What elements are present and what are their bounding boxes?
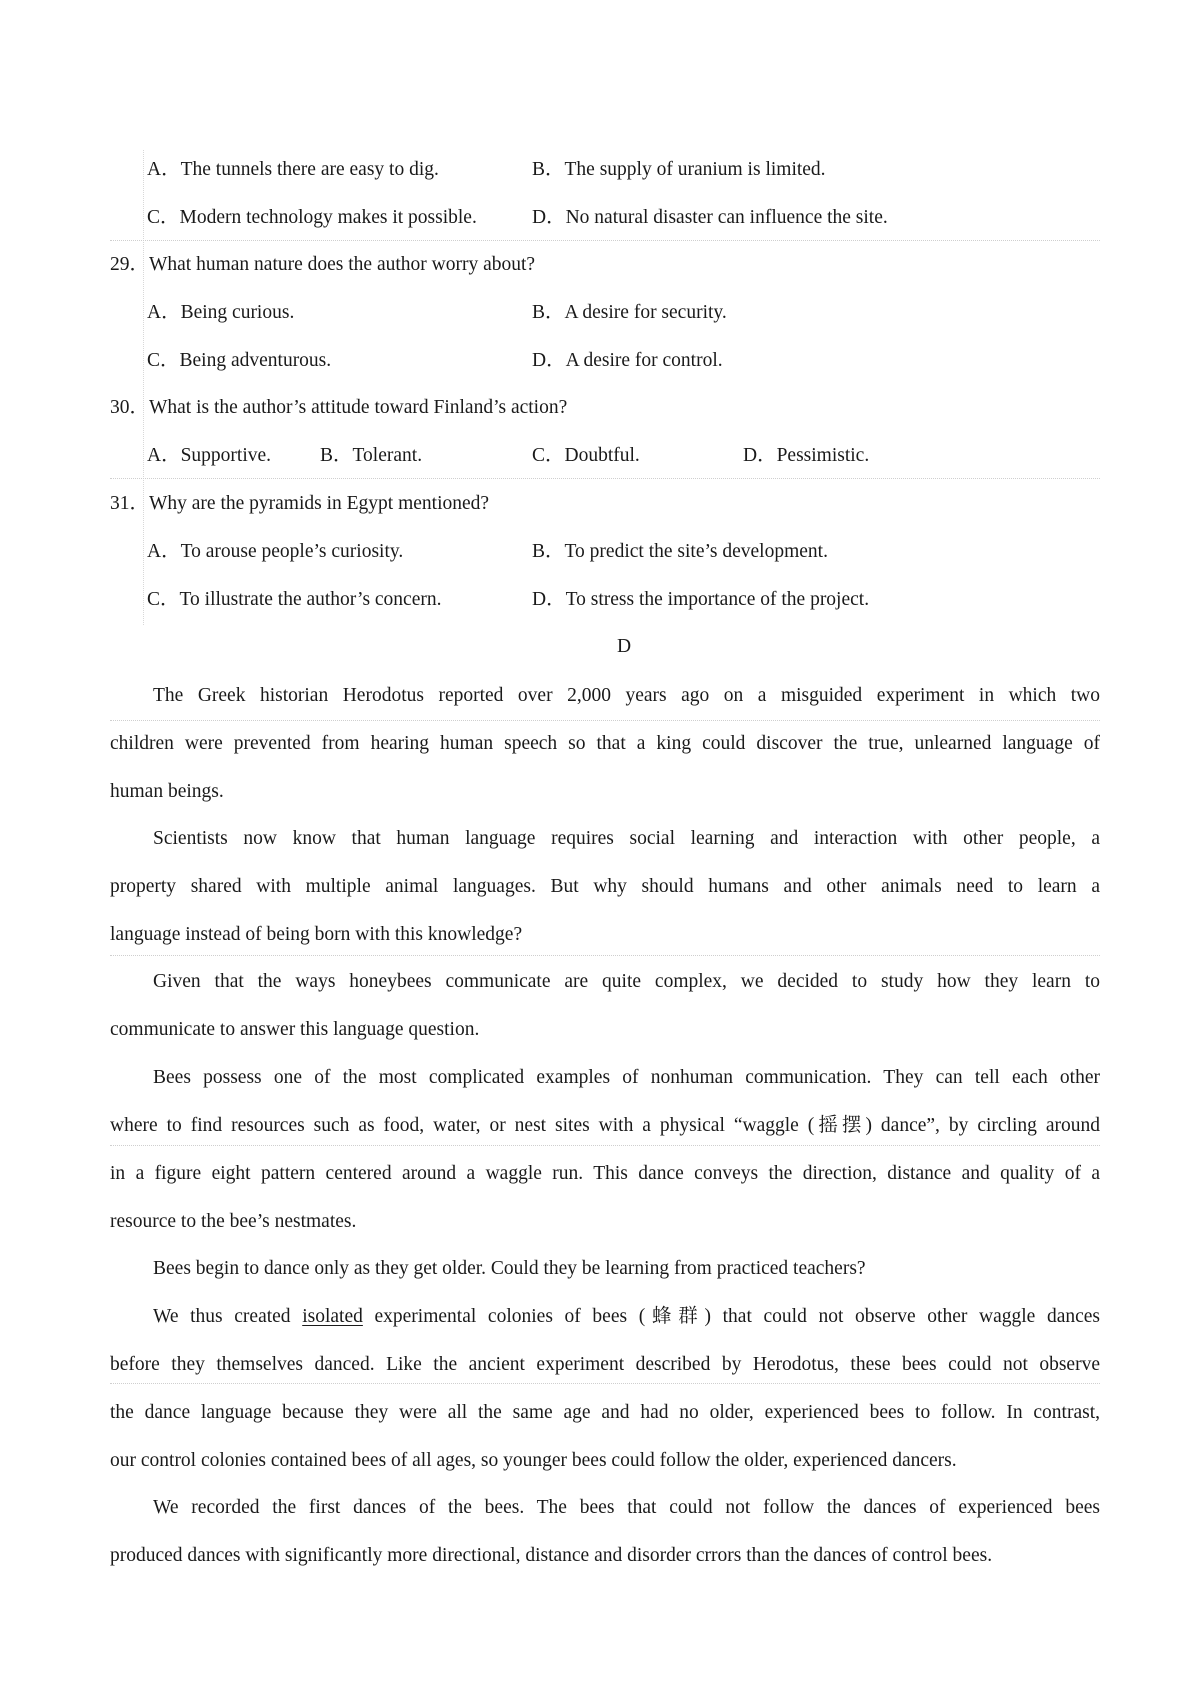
scan-dotted-line bbox=[110, 478, 1100, 479]
underlined-word: isolated bbox=[302, 1306, 363, 1327]
margin-dotted-line bbox=[143, 150, 144, 625]
question-text: 31．Why are the pyramids in Egypt mentioned? bbox=[110, 493, 490, 514]
paragraph-4-line: in a figure eight pattern centered around a waggle run. This dance conveys the direction, distance and quality of a bbox=[110, 1163, 1100, 1184]
paragraph-3-line: communicate to answer this language question. bbox=[110, 1019, 480, 1040]
scan-dotted-line bbox=[110, 240, 1100, 241]
question-text: 29．What human nature does the author worry about? bbox=[110, 254, 536, 275]
option-b: B．Tolerant. bbox=[320, 445, 423, 466]
option-d: D．A desire for control. bbox=[532, 350, 723, 371]
option-c: C．Being adventurous. bbox=[147, 350, 332, 371]
paragraph-7-line: produced dances with significantly more directional, distance and disorder crrors than the dances of control bees. bbox=[110, 1545, 993, 1566]
paragraph-3-line: Given that the ways honeybees communicate are quite complex, we decided to study how they learn to bbox=[153, 971, 1100, 992]
option-b: B．The supply of uranium is limited. bbox=[532, 159, 826, 180]
text-segment: We thus created bbox=[153, 1306, 303, 1327]
option-d: D．No natural disaster can influence the site. bbox=[532, 207, 888, 228]
paragraph-2-line: property shared with multiple animal languages. But why should humans and other animals need to learn a bbox=[110, 876, 1100, 897]
paragraph-1-line: human beings. bbox=[110, 781, 224, 802]
option-c: C．Doubtful. bbox=[532, 445, 640, 466]
option-d: D．To stress the importance of the project. bbox=[532, 589, 870, 610]
paragraph-6-line: the dance language because they were all the same age and had no older, experienced bees to follow. In contrast, bbox=[110, 1402, 1100, 1423]
scan-dotted-line bbox=[110, 1383, 1100, 1384]
option-b: B．To predict the site’s development. bbox=[532, 541, 828, 562]
option-a: A．Being curious. bbox=[147, 302, 295, 323]
option-c: C．Modern technology makes it possible. bbox=[147, 207, 477, 228]
option-d: D．Pessimistic. bbox=[743, 445, 870, 466]
option-c: C．To illustrate the author’s concern. bbox=[147, 589, 442, 610]
paragraph-6-line: before they themselves danced. Like the ancient experiment described by Herodotus, these bees could not observe bbox=[110, 1354, 1100, 1375]
paragraph-1-line: children were prevented from hearing human speech so that a king could discover the true, unlearned language of bbox=[110, 733, 1100, 754]
text-segment: experimental colonies of bees (蜂群) that could not observe other waggle dances bbox=[362, 1306, 1100, 1327]
option-a: A．The tunnels there are easy to dig. bbox=[147, 159, 439, 180]
paragraph-6-line: our control colonies contained bees of all ages, so younger bees could follow the older, experienced dancers. bbox=[110, 1450, 957, 1471]
question-text: 30．What is the author’s attitude toward Finland’s action? bbox=[110, 397, 568, 418]
paragraph-5-line: Bees begin to dance only as they get older. Could they be learning from practiced teachers? bbox=[153, 1258, 866, 1279]
section-heading: D bbox=[616, 636, 632, 657]
scan-dotted-line bbox=[110, 720, 1100, 721]
paragraph-2-line: language instead of being born with this knowledge? bbox=[110, 924, 523, 945]
option-a: A．To arouse people’s curiosity. bbox=[147, 541, 404, 562]
scan-dotted-line bbox=[110, 955, 1100, 956]
scan-dotted-line bbox=[110, 1145, 1100, 1146]
paragraph-4-line: resource to the bee’s nestmates. bbox=[110, 1211, 357, 1232]
paragraph-7-line: We recorded the first dances of the bees. The bees that could not follow the dances of experienced bees bbox=[153, 1497, 1100, 1518]
paragraph-4-line: Bees possess one of the most complicated examples of nonhuman communication. They can tell each other bbox=[153, 1067, 1100, 1088]
option-b: B．A desire for security. bbox=[532, 302, 727, 323]
paragraph-2-line: Scientists now know that human language requires social learning and interaction with other people, a bbox=[153, 828, 1100, 849]
paragraph-1-line: The Greek historian Herodotus reported over 2,000 years ago on a misguided experiment in which two bbox=[153, 685, 1100, 706]
option-a: A．Supportive. bbox=[147, 445, 272, 466]
paragraph-6-line bbox=[110, 1305, 1100, 1329]
paragraph-4-line: where to find resources such as food, water, or nest sites with a physical “waggle (摇摆) dance”, by circling around bbox=[110, 1115, 1100, 1136]
